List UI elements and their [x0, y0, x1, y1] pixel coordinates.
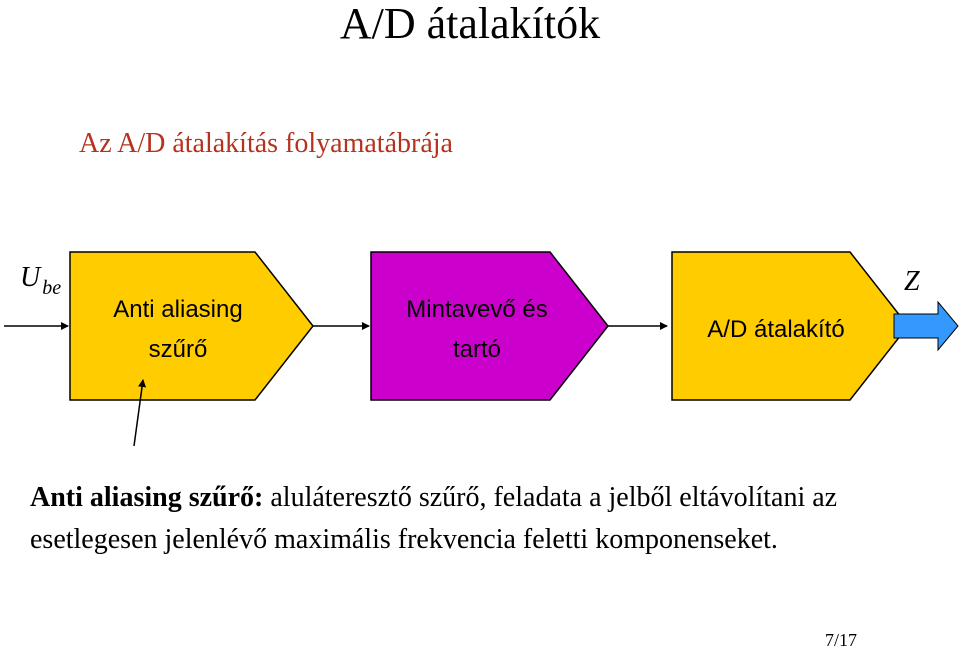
sample-and-hold-label-line2: tartó: [452, 336, 502, 363]
output-label: Z: [904, 266, 920, 297]
description-text: aluláteresztő szűrő, feladata a jelből eltávolítani az esetlegesen jelenlévő maximális frekvencia feletti komponenseket.: [30, 482, 838, 555]
description-paragraph: [30, 477, 930, 561]
anti-aliasing-filter-label-line2: szűrő: [148, 336, 208, 363]
page-number: 7/17: [825, 630, 858, 650]
sample-and-hold-block: [371, 252, 608, 400]
ad-converter-label: A/D átalakító: [707, 316, 845, 343]
sample-and-hold-label-line1: Mintavevő és: [406, 296, 548, 323]
output-arrow: [894, 302, 958, 350]
input-label: U $_{be}$: [20, 262, 62, 299]
page-title: A/D átalakítók: [339, 0, 601, 48]
description-term: Anti aliasing szűrő:: [30, 482, 264, 513]
anti-aliasing-filter-block: [70, 252, 313, 400]
anti-aliasing-filter-label-line1: Anti aliasing: [113, 296, 243, 323]
diagram-subtitle: Az A/D átalakítás folyamatábrája: [79, 128, 453, 159]
